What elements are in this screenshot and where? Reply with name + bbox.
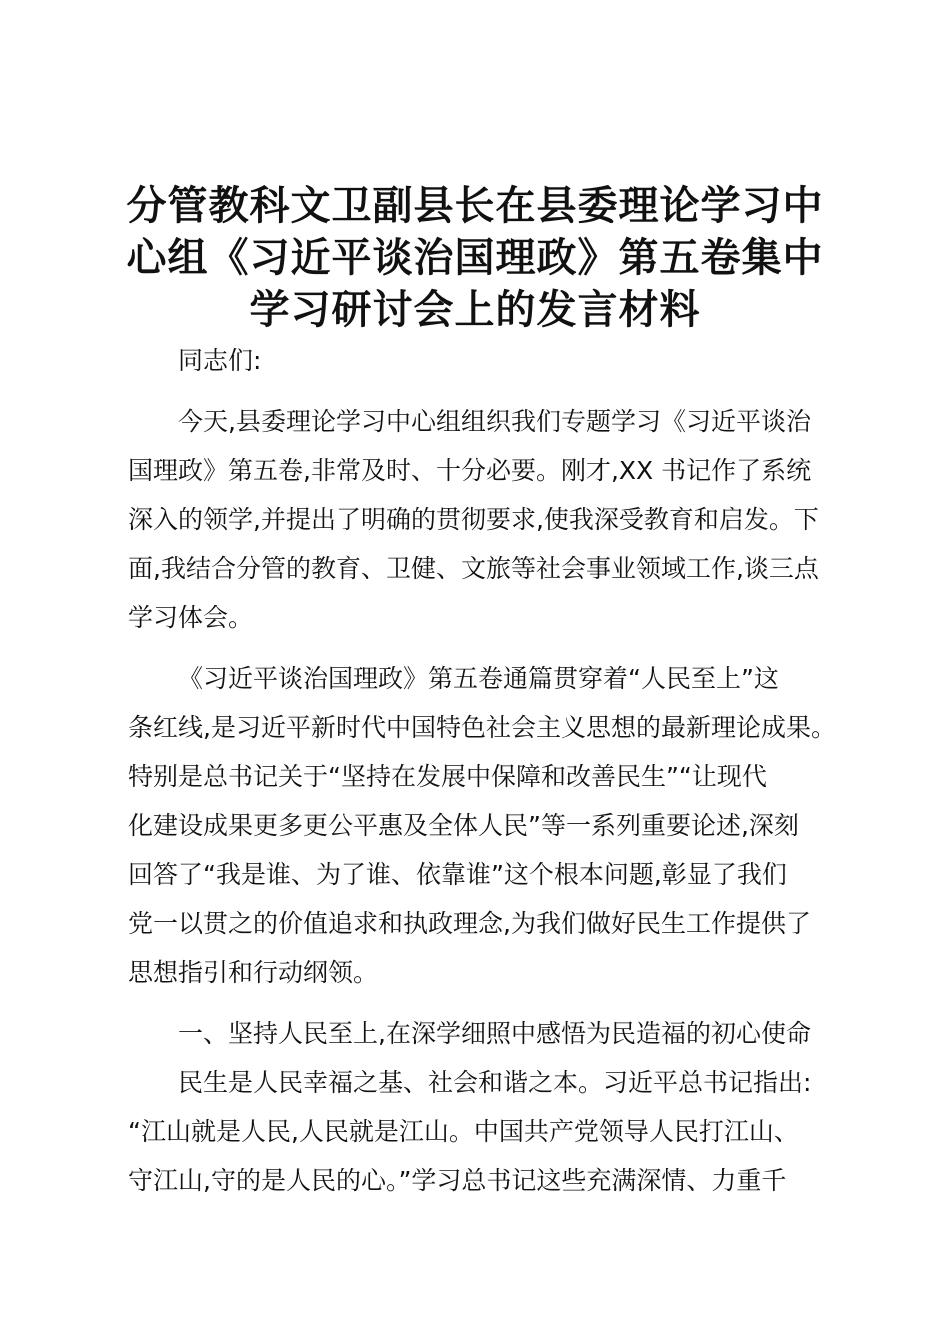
title-line-2: 心组《习近平谈治国理政》第五卷集中 — [126, 235, 824, 281]
paragraph-line: “江山就是人民,人民就是江山。中国共产党领导人民打江山、 — [128, 1117, 799, 1146]
paragraph-intro — [128, 397, 834, 642]
paragraph-line: 特别是总书记关于“坚持在发展中保障和改善民生”“让现代 — [128, 762, 767, 791]
title-line-3: 学习研讨会上的发言材料 — [249, 287, 701, 333]
paragraph-line: 回答了“我是谁、为了谁、依靠谁”这个根本问题,彰显了我们 — [128, 860, 787, 889]
paragraph-line: 化建设成果更多更公平惠及全体人民”等一系列重要论述,深刻 — [128, 811, 799, 840]
salutation — [128, 336, 834, 385]
paragraph-theory — [128, 654, 834, 997]
paragraph-line: 学习体会。 — [128, 603, 254, 632]
document-body — [128, 336, 834, 1205]
paragraph-line: 思想指引和行动纲领。 — [128, 958, 379, 987]
document-title — [110, 180, 840, 336]
paragraph-line: 民生是人民幸福之基、社会和谐之本。习近平总书记指出: — [178, 1068, 812, 1097]
paragraph-line: 面,我结合分管的教育、卫健、文旅等社会事业领域工作,谈三点 — [128, 554, 819, 583]
paragraph-line: 条红线,是习近平新时代中国特色社会主义思想的最新理论成果。 — [128, 713, 836, 742]
salutation-text: 同志们: — [178, 346, 262, 375]
paragraph-line: 深入的领学,并提出了明确的贯彻要求,使我深受教育和启发。下 — [128, 505, 819, 534]
paragraph-line: 守江山,守的是人民的心。”学习总书记这些充满深情、力重千 — [128, 1166, 787, 1195]
paragraph-line: 《习近平谈治国理政》第五卷通篇贯穿着“人民至上”这 — [178, 664, 779, 693]
section-heading-text: 一、坚持人民至上,在深学细照中感悟为民造福的初心使命 — [178, 1019, 811, 1048]
section-heading — [128, 1009, 834, 1058]
paragraph-line: 今天,县委理论学习中心组组织我们专题学习《习近平谈治 — [178, 407, 811, 436]
paragraph-section-one — [128, 1058, 834, 1205]
paragraph-line: 国理政》第五卷,非常及时、十分必要。刚才,XX 书记作了系统 — [128, 456, 812, 485]
title-line-1: 分管教科文卫副县长在县委理论学习中 — [126, 183, 824, 229]
paragraph-line: 党一以贯之的价值追求和执政理念,为我们做好民生工作提供了 — [128, 909, 811, 938]
